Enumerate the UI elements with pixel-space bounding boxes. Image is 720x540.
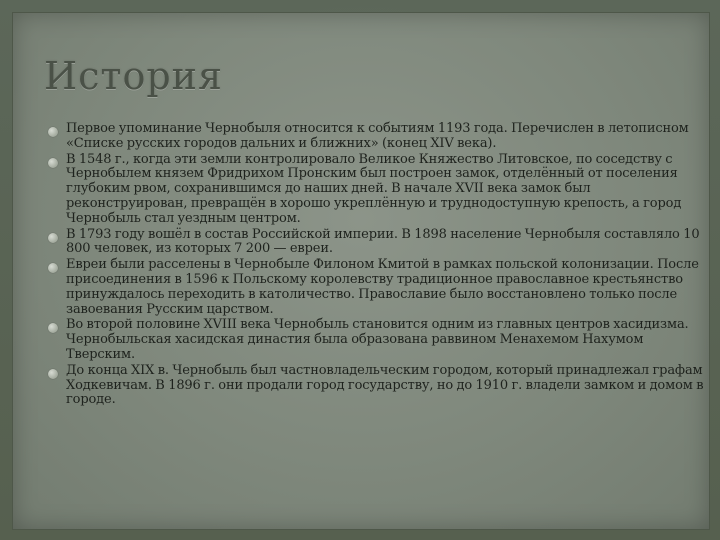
bullet-text: Во второй половине XVIII века Чернобыль становится одним из главных центров хасидизма. Чернобыльская хасидская династия была образована раввином Менахемом Нахумом Тверским. [66,317,689,362]
bullet-item [44,318,706,362]
bullet-item [44,364,706,408]
bullet-dot-icon [48,323,58,333]
bullet-dot-icon [48,158,58,168]
bullet-text: В 1793 году вошёл в состав Российской империи. В 1898 население Чернобыля составляло 10 800 человек, из которых 7 200 — евреи. [66,226,700,257]
slide-title: История [44,54,223,98]
bullet-item [44,122,706,152]
bullet-dot-icon [48,127,58,137]
bullet-dot-icon [48,369,58,379]
bullet-item [44,153,706,227]
bullet-text: В 1548 г., когда эти земли контролировало Великое Княжество Литовское, по соседству с Чернобылем князем Фридрихом Пронским был построен замок, отделённый от поселения глубоким рвом, сохранившимся до наших дней. В начале XVII века замок был реконструирован, превращён в хорошо укреплённую и труднодоступную крепость, а город Чернобыль стал уездным центром. [66,151,682,226]
bullet-item [44,228,706,258]
bullet-list [44,122,706,409]
bullet-item [44,258,706,317]
bullet-text: Евреи были расселены в Чернобыле Филоном Кмитой в рамках польской колонизации. После присоединения в 1596 к Польскому королевству традиционное православное крестьянство принуждалось переходить в католичество. Православие было восстановлено только после завоевания Русским царством. [66,257,699,317]
bullet-dot-icon [48,233,58,243]
bullet-dot-icon [48,263,58,273]
bullet-text: До конца XIX в. Чернобыль был частновладельческим городом, который принадлежал графам Ходкевичам. В 1896 г. они продали город государству, но до 1910 г. владели замком и домом в городе. [66,362,704,408]
bullet-text: Первое упоминание Чернобыля относится к событиям 1193 года. Перечислен в летописном «Списке русских городов дальних и ближних» (конец XIV века). [66,121,689,151]
